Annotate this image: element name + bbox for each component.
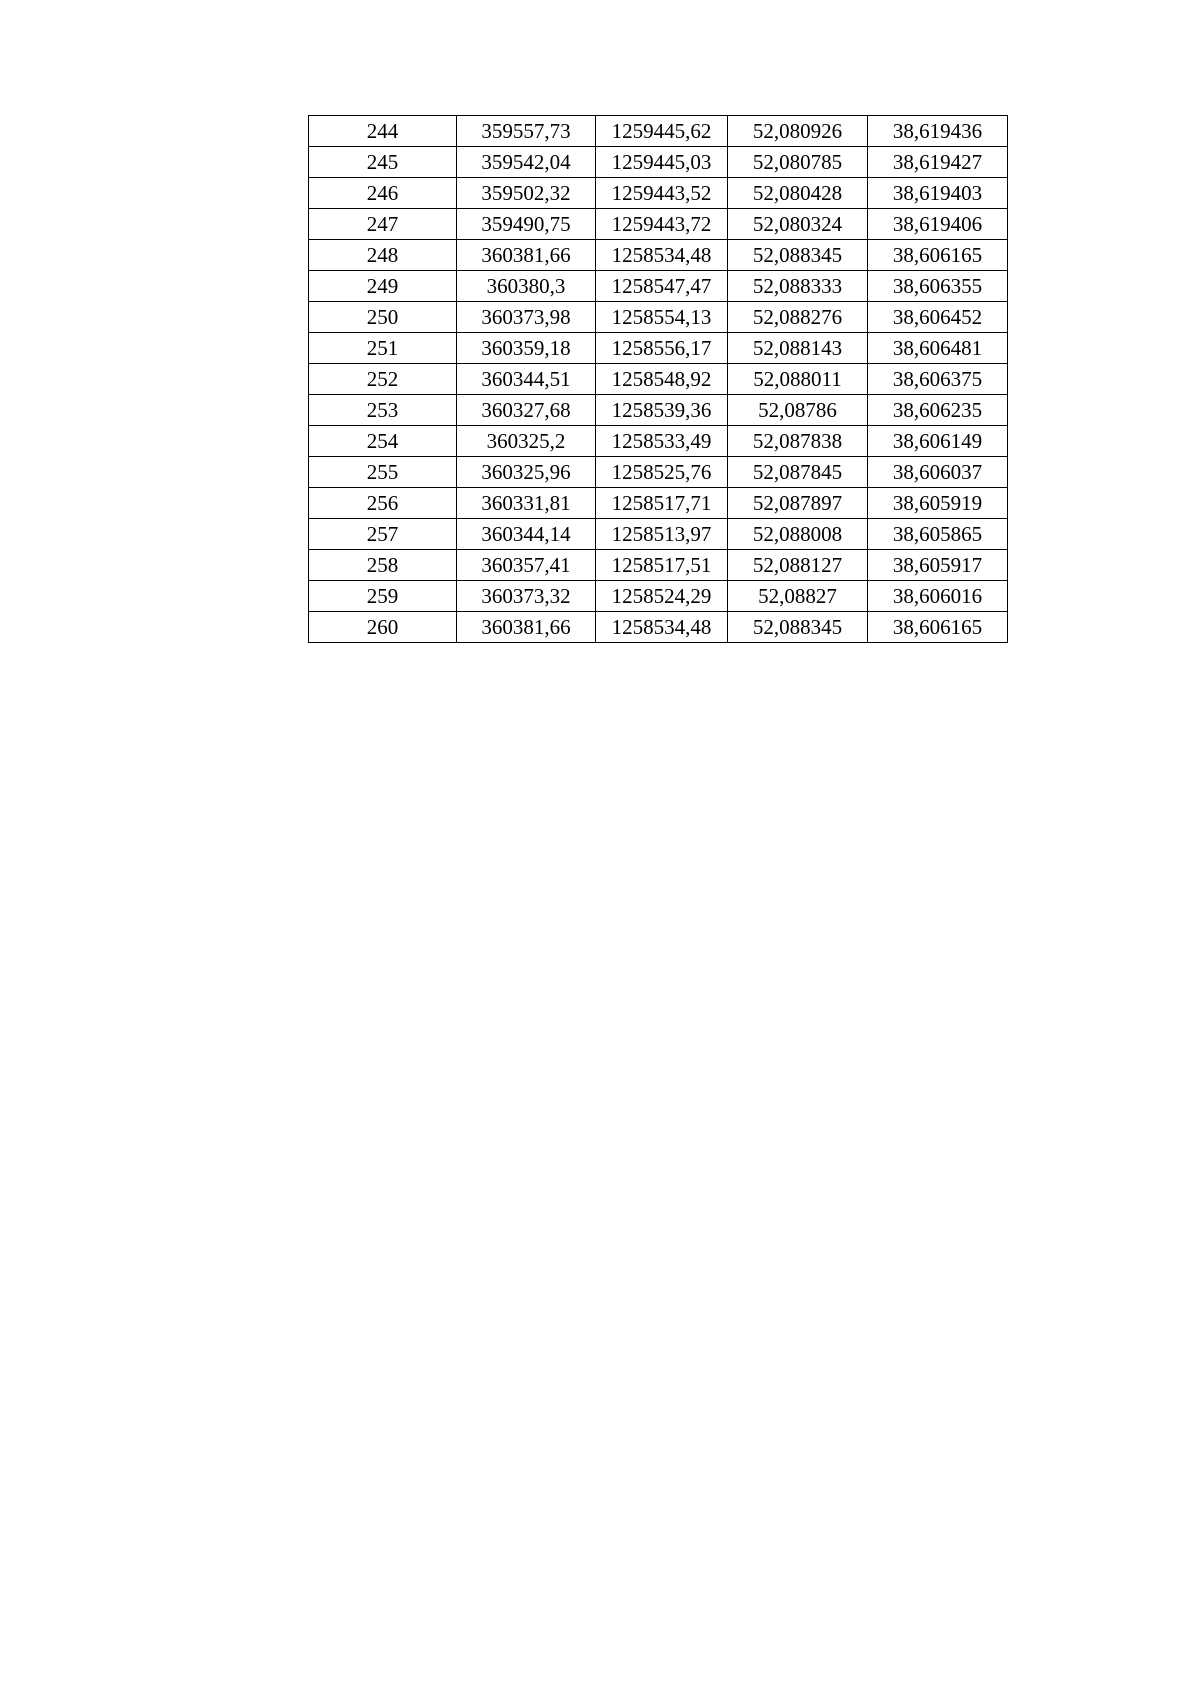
point-number-cell: 259 [309,581,457,612]
x-coordinate-cell: 360381,66 [457,240,596,271]
latitude-cell: 52,080926 [728,116,868,147]
table-row [309,178,1008,209]
x-coordinate-cell: 360373,98 [457,302,596,333]
table-row [309,364,1008,395]
y-coordinate-cell: 1258533,49 [596,426,728,457]
table-row [309,395,1008,426]
longitude-cell: 38,606165 [868,612,1008,643]
table-row [309,488,1008,519]
longitude-cell: 38,619427 [868,147,1008,178]
latitude-cell: 52,088345 [728,240,868,271]
y-coordinate-cell: 1258547,47 [596,271,728,302]
longitude-cell: 38,606037 [868,457,1008,488]
point-number-cell: 246 [309,178,457,209]
point-number-cell: 260 [309,612,457,643]
point-number-cell: 249 [309,271,457,302]
table-row [309,550,1008,581]
point-number-cell: 247 [309,209,457,240]
longitude-cell: 38,619406 [868,209,1008,240]
latitude-cell: 52,087897 [728,488,868,519]
point-number-cell: 245 [309,147,457,178]
point-number-cell: 257 [309,519,457,550]
longitude-cell: 38,606165 [868,240,1008,271]
longitude-cell: 38,606016 [868,581,1008,612]
point-number-cell: 254 [309,426,457,457]
latitude-cell: 52,088333 [728,271,868,302]
latitude-cell: 52,088276 [728,302,868,333]
latitude-cell: 52,088143 [728,333,868,364]
latitude-cell: 52,087838 [728,426,868,457]
longitude-cell: 38,606481 [868,333,1008,364]
y-coordinate-cell: 1258548,92 [596,364,728,395]
longitude-cell: 38,606355 [868,271,1008,302]
y-coordinate-cell: 1258554,13 [596,302,728,333]
latitude-cell: 52,088008 [728,519,868,550]
x-coordinate-cell: 359557,73 [457,116,596,147]
x-coordinate-cell: 360325,2 [457,426,596,457]
x-coordinate-cell: 360373,32 [457,581,596,612]
longitude-cell: 38,605917 [868,550,1008,581]
y-coordinate-cell: 1258517,51 [596,550,728,581]
point-number-cell: 256 [309,488,457,519]
table-row [309,302,1008,333]
point-number-cell: 252 [309,364,457,395]
x-coordinate-cell: 360359,18 [457,333,596,364]
coordinates-table-body [309,116,1008,643]
point-number-cell: 248 [309,240,457,271]
longitude-cell: 38,605865 [868,519,1008,550]
latitude-cell: 52,088011 [728,364,868,395]
latitude-cell: 52,088345 [728,612,868,643]
table-row [309,581,1008,612]
y-coordinate-cell: 1259445,03 [596,147,728,178]
y-coordinate-cell: 1259443,52 [596,178,728,209]
point-number-cell: 253 [309,395,457,426]
table-row [309,519,1008,550]
x-coordinate-cell: 360327,68 [457,395,596,426]
x-coordinate-cell: 360380,3 [457,271,596,302]
y-coordinate-cell: 1258539,36 [596,395,728,426]
y-coordinate-cell: 1258556,17 [596,333,728,364]
table-row [309,240,1008,271]
y-coordinate-cell: 1259445,62 [596,116,728,147]
x-coordinate-cell: 359542,04 [457,147,596,178]
longitude-cell: 38,606235 [868,395,1008,426]
y-coordinate-cell: 1258534,48 [596,612,728,643]
y-coordinate-cell: 1258513,97 [596,519,728,550]
point-number-cell: 250 [309,302,457,333]
point-number-cell: 258 [309,550,457,581]
y-coordinate-cell: 1259443,72 [596,209,728,240]
table-row [309,209,1008,240]
latitude-cell: 52,088127 [728,550,868,581]
table-row [309,333,1008,364]
table-row [309,457,1008,488]
y-coordinate-cell: 1258525,76 [596,457,728,488]
latitude-cell: 52,087845 [728,457,868,488]
table-row [309,271,1008,302]
x-coordinate-cell: 360325,96 [457,457,596,488]
x-coordinate-cell: 360344,14 [457,519,596,550]
longitude-cell: 38,606452 [868,302,1008,333]
point-number-cell: 255 [309,457,457,488]
table-row [309,612,1008,643]
point-number-cell: 251 [309,333,457,364]
y-coordinate-cell: 1258517,71 [596,488,728,519]
x-coordinate-cell: 360331,81 [457,488,596,519]
latitude-cell: 52,08827 [728,581,868,612]
table-row [309,426,1008,457]
point-number-cell: 244 [309,116,457,147]
longitude-cell: 38,606375 [868,364,1008,395]
longitude-cell: 38,606149 [868,426,1008,457]
latitude-cell: 52,08786 [728,395,868,426]
latitude-cell: 52,080785 [728,147,868,178]
table-row [309,147,1008,178]
latitude-cell: 52,080428 [728,178,868,209]
longitude-cell: 38,619436 [868,116,1008,147]
y-coordinate-cell: 1258524,29 [596,581,728,612]
y-coordinate-cell: 1258534,48 [596,240,728,271]
x-coordinate-cell: 359502,32 [457,178,596,209]
latitude-cell: 52,080324 [728,209,868,240]
x-coordinate-cell: 359490,75 [457,209,596,240]
longitude-cell: 38,605919 [868,488,1008,519]
x-coordinate-cell: 360381,66 [457,612,596,643]
coordinates-table [308,115,1008,643]
x-coordinate-cell: 360357,41 [457,550,596,581]
table-row [309,116,1008,147]
longitude-cell: 38,619403 [868,178,1008,209]
x-coordinate-cell: 360344,51 [457,364,596,395]
